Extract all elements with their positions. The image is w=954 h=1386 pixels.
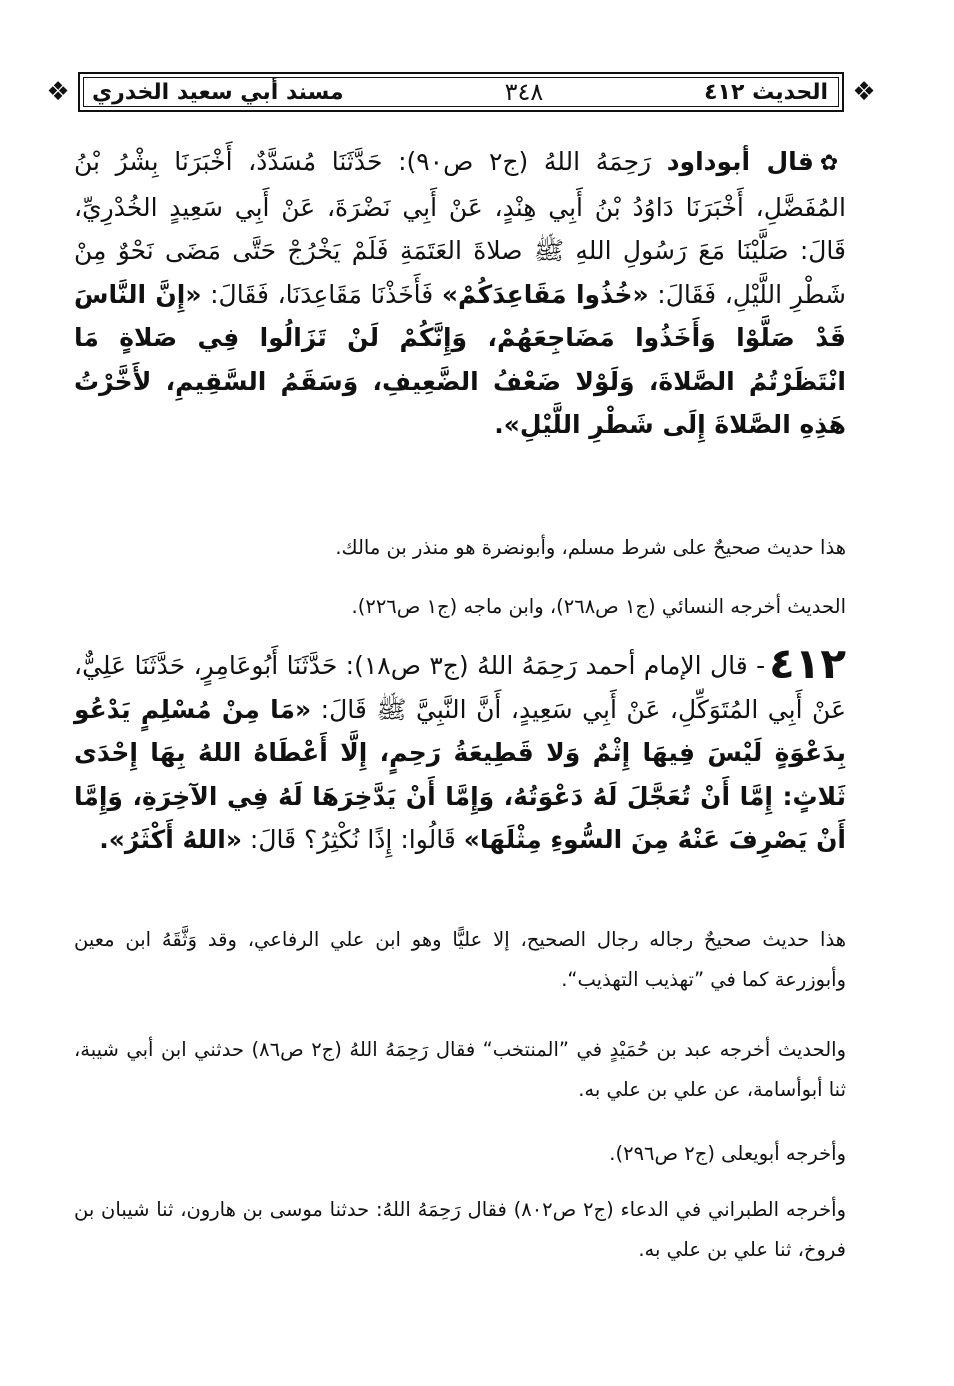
narrator-intro: قال أبوداود (666, 147, 814, 176)
hadith-number: ٤١٢ (769, 639, 846, 688)
ornament-right-icon: ❖ (852, 77, 876, 107)
narration-mid: فَأَخَذْنَا مَقَاعِدَنَا، فَقَالَ: (201, 279, 442, 309)
header-book-title: مسند أبي سعيد الخدري (92, 79, 344, 105)
prophet-reply: «اللهُ أَكْثَرُ». (99, 825, 242, 854)
isnad-text: - قال الإمام أحمد رَحِمَهُ اللهُ (ج٣ ص١٨): حَدَّثَنَا أَبُوعَامِرٍ، حَدَّثَنَا عَلِيٌّ، عَنْ أَبِي المُتَوَكِّلِ، عَنْ أَبِي سَعِيدٍ، أَنَّ النَّبِيَّ ﷺ قَالَ: (74, 651, 846, 724)
takhrij-note-abuyala: وأخرجه أبويعلى (ج٢ ص٢٩٦). (609, 1142, 846, 1165)
running-header (92, 72, 828, 112)
takhrij-note-tabarani: وأخرجه الطبراني في الدعاء (ج٢ ص٨٠٢) فقال رَحِمَهُ اللهُ: حدثنا موسى بن هارون، ثنا شيبان بن فروخ، ثنا علي بن علي به. (74, 1198, 846, 1261)
isnad-text: رَحِمَهُ اللهُ (ج٢ ص٩٠): حَدَّثَنَا مُسَدَّدٌ، أَخْبَرَنَا بِشْرُ بْنُ المُفَضَّلِ، أَخْبَرَنَا دَاوُدُ بْنُ أَبِي هِنْدٍ، عَنْ أَبِي نَضْرَةَ، عَنْ أَبِي سَعِيدٍ الخُدْرِيِّ، قَالَ: صَلَّيْنَا مَعَ رَسُولِ اللهِ ﷺ صلاةَ العَتَمَةِ فَلَمْ يَخْرُجْ حَتَّى مَضَى نَحْوٌ مِنْ شَطْرِ اللَّيْلِ، فَقَالَ: (74, 147, 846, 309)
prophet-quote-2: «إِنَّ النَّاسَ قَدْ صَلَّوْا وَأَخَذُوا مَضَاجِعَهُمْ، وَإِنَّكُمْ لَنْ تَزَالُوا فِي صَلاةٍ مَا انْتَظَرْتُمُ الصَّلاةَ، وَلَوْلا ضَعْفُ الضَّعِيفِ، وَسَقَمُ السَّقِيمِ، لأَخَّرْتُ هَذِهِ الصَّلاةَ إِلَى شَطْرِ اللَّيْلِ». (74, 279, 846, 439)
header-hadith-label: الحديث ٤١٢ (704, 79, 828, 105)
prophet-quote: «مَا مِنْ مُسْلِمٍ يَدْعُو بِدَعْوَةٍ لَيْسَ فِيهَا إِثْمٌ وَلا قَطِيعَةُ رَحِمٍ، إِلَّا أَعْطَاهُ اللهُ بِهَا إِحْدَى ثَلاثٍ: إِمَّا أَنْ تُعَجَّلَ لَهُ دَعْوَتُهُ، وَإِمَّا أَنْ يَدَّخِرَهَا لَهُ فِي الآخِرَةِ، وَإِمَّا أَنْ يَصْرِفَ عَنْهُ مِنَ السُّوءِ مِثْلَهَا» (74, 694, 846, 854)
takhrij-note: الحديث أخرجه النسائي (ج١ ص٢٦٨)، وابن ماجه (ج١ ص٢٢٦). (351, 595, 846, 618)
takhrij-note-abd: والحديث أخرجه عبد بن حُمَيْدٍ في ”المنتخب“ فقال رَحِمَهُ اللهُ (ج٢ ص٨٦) حدثني ابن أبي شيبة، ثنا أبوأسامة، عن علي بن علي به. (74, 1038, 847, 1101)
flower-bullet-icon: ✿ (819, 151, 847, 176)
grading-note: هذا حديث صحيحٌ على شرط مسلم، وأبونضرة هو منذر بن مالك. (335, 536, 846, 559)
page-number: ٣٤٨ (504, 78, 544, 106)
companions-reply: قَالُوا: إِذًا نُكْثِرُ؟ قَالَ: (241, 825, 464, 854)
grading-note-412: هذا حديث صحيحٌ رجاله رجال الصحيح، إلا عليًّا وهو ابن علي الرفاعي، وقد وَثَّقَهُ ابن معين وأبوزرعة كما في ”تهذيب التهذيب“. (74, 928, 846, 991)
prophet-quote-1: «خُذُوا مَقَاعِدَكُمْ» (441, 279, 649, 309)
ornament-left-icon: ❖ (46, 77, 70, 107)
hadith-text-abudawud (74, 140, 846, 447)
hadith-412-text (74, 639, 846, 862)
